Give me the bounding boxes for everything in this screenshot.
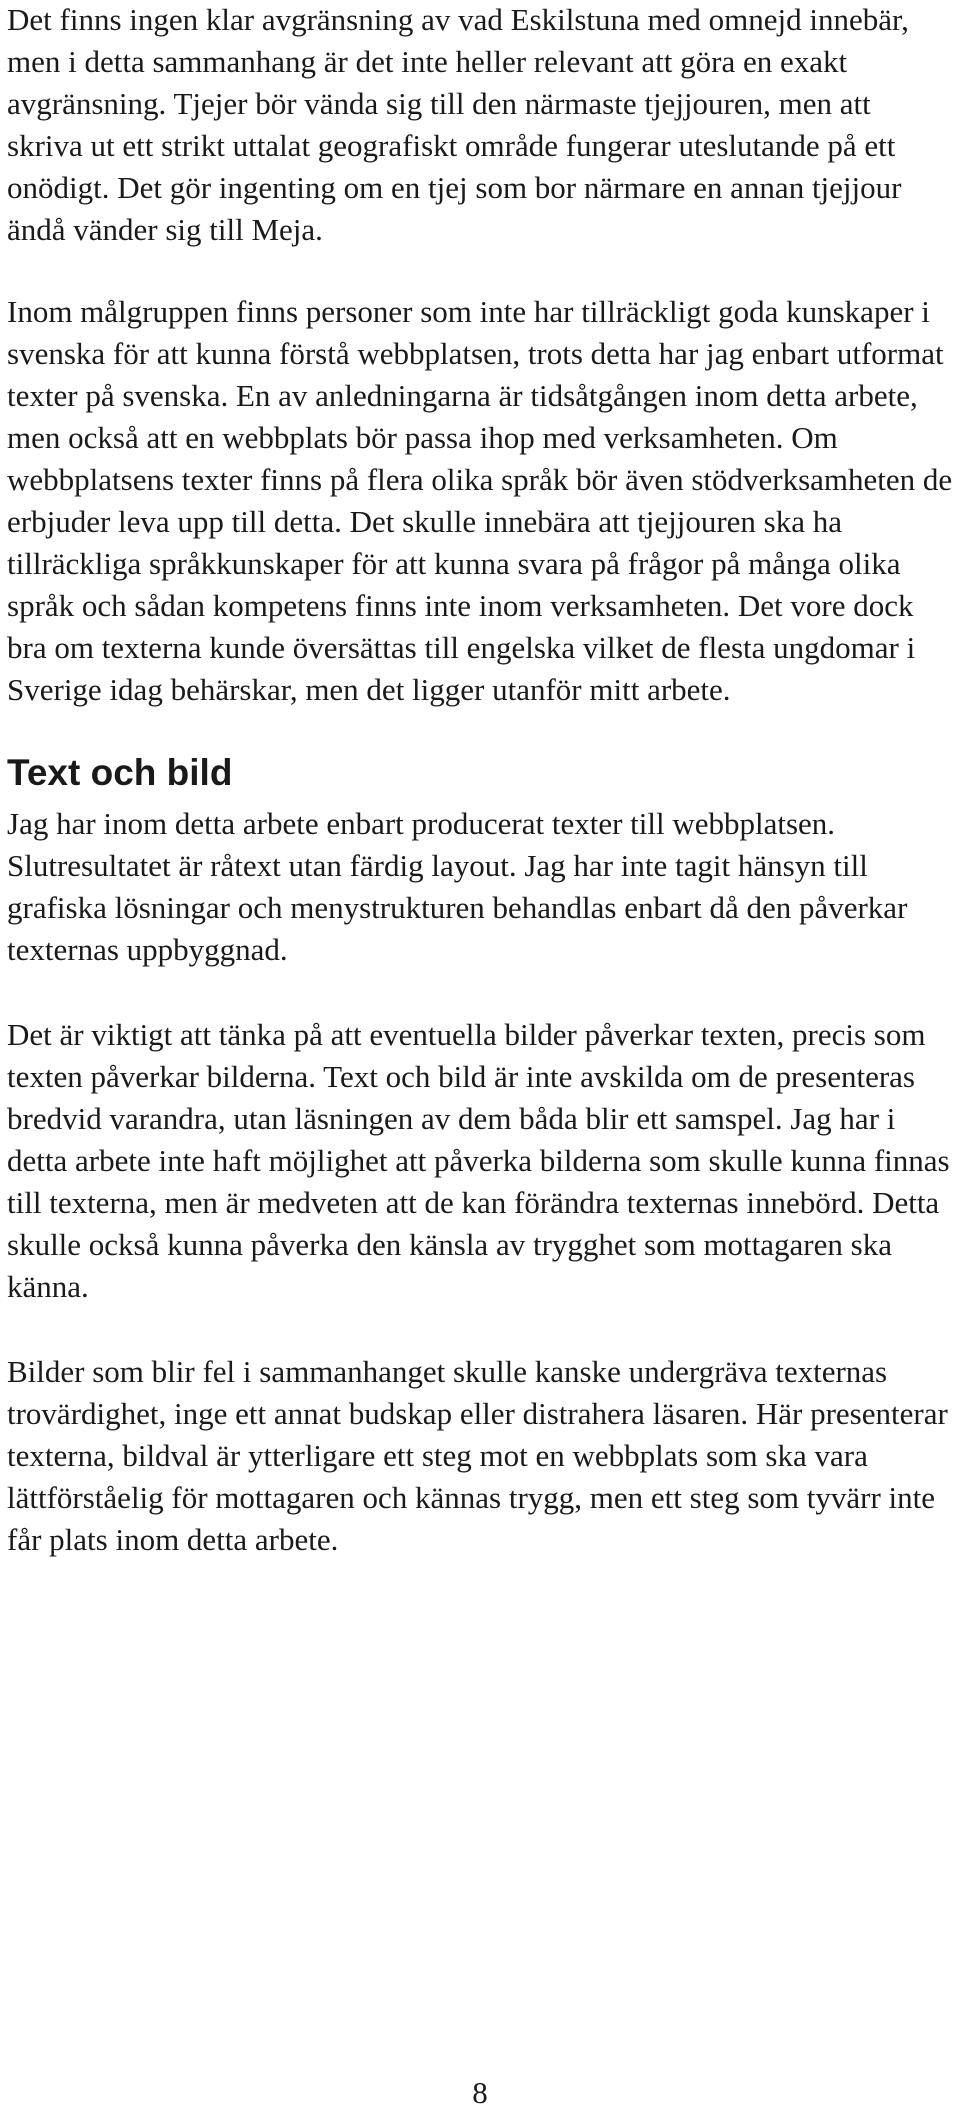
paragraph-texts-only: Jag har inom detta arbete enbart producerat texter till webbplatsen. Slutresultatet är råtext utan färdig layout. Jag har inte tagit hänsyn till grafiska lösningar och menystrukturen behandlas enbart då den påverkar texternas uppbyggnad.	[7, 806, 908, 967]
paragraph-wrong-images: Bilder som blir fel i sammanhanget skulle kanske undergräva texternas trovärdighet, inge ett annat budskap eller distrahera läsaren. Här presenterar texterna, bildval är ytterligare ett steg mot en webbplats som ska vara lättförståelig för mottagaren och kännas trygg, men ett steg som tyvärr inte får plats inom detta arbete.	[7, 1354, 948, 1557]
page-number: 8	[472, 2075, 488, 2110]
section-heading-text-och-bild: Text och bild	[7, 752, 233, 793]
paragraph-text-image-interplay: Det är viktigt att tänka på att eventuella bilder påverkar texten, precis som texten påverkar bilderna. Text och bild är inte avskilda om de presenteras bredvid varandra, utan läsningen av dem båda blir ett samspel. Jag har i detta arbete inte haft möjlighet att påverka bilderna som skulle kunna finnas till texterna, men är medveten att de kan förändra texternas innebörd. Detta skulle också kunna påverka den känsla av trygghet som mottagaren ska känna.	[7, 1017, 950, 1304]
document-body	[7, 0, 953, 1561]
paragraph-language: Inom målgruppen finns personer som inte har tillräckligt goda kunskaper i svenska för att kunna förstå webbplatsen, trots detta har jag enbart utformat texter på svenska. En av anledningarna är tidsåtgången inom detta arbete, men också att en webbplats bör passa ihop med verksamheten. Om webbplatsens texter finns på flera olika språk bör även stödverksamheten de erbjuder leva upp till detta. Det skulle innebära att tjejjouren ska ha tillräckliga språkkunskaper för att kunna svara på frågor på många olika språk och sådan kompetens finns inte inom verksamheten. Det vore dock bra om texterna kunde översättas till engelska vilket de flesta ungdomar i Sverige idag behärskar, men det ligger utanför mitt arbete.	[7, 294, 953, 707]
paragraph-geographic-area: Det finns ingen klar avgränsning av vad Eskilstuna med omnejd innebär, men i detta sammanhang är det inte heller relevant att göra en exakt avgränsning. Tjejer bör vända sig till den närmaste tjejjouren, men att skriva ut ett strikt uttalat geografiskt område fungerar uteslutande på ett onödigt. Det gör ingenting om en tjej som bor närmare en annan tjejjour ändå vänder sig till Meja.	[7, 2, 909, 247]
